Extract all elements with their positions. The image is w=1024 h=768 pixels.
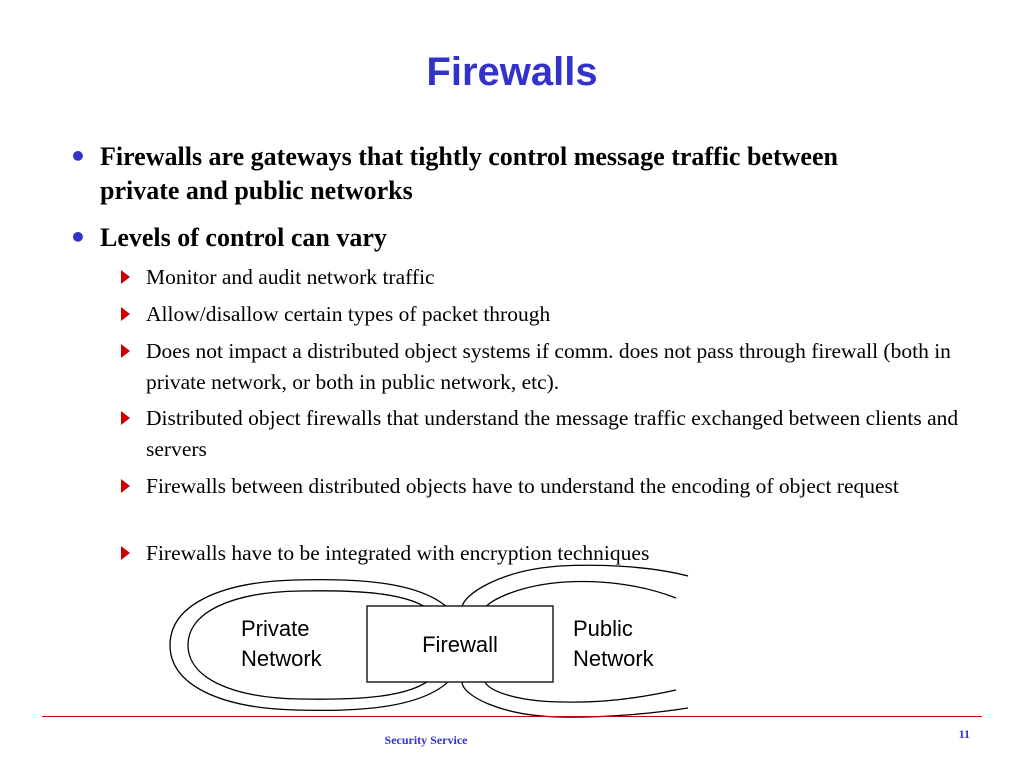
bullet-dot-icon: • (69, 221, 87, 254)
private-network-label: Network (241, 646, 322, 671)
sub-bullet-text: Firewalls between distributed objects have to understand the encoding of object request (146, 474, 899, 498)
sub-bullet-text: Firewalls have to be integrated with encryption techniques (146, 541, 650, 565)
private-network-label: Private (241, 616, 310, 641)
footer-divider (42, 716, 982, 717)
bullet-dot-icon: • (69, 140, 87, 173)
firewall-label: Firewall (422, 632, 498, 657)
sub-bullet-text: Monitor and audit network traffic (146, 265, 435, 289)
bullet-text: Levels of control can vary (100, 223, 387, 252)
slide-title: Firewalls (426, 50, 598, 94)
public-network-label: Network (573, 646, 654, 671)
public-network-label: Public (573, 616, 633, 641)
bullet-text: Firewalls are gateways that tightly control message traffic between private and public networks (100, 142, 838, 205)
sub-bullet-text: Allow/disallow certain types of packet through (146, 302, 551, 326)
sub-bullet-text: Distributed object firewalls that understand the message traffic exchanged between clients and servers (146, 406, 959, 461)
sub-bullet-text: Does not impact a distributed object systems if comm. does not pass through firewall (both in private network, or both in public network, etc). (146, 339, 951, 394)
footer-title: Security Service (384, 733, 468, 747)
page-number: 11 (958, 727, 970, 741)
